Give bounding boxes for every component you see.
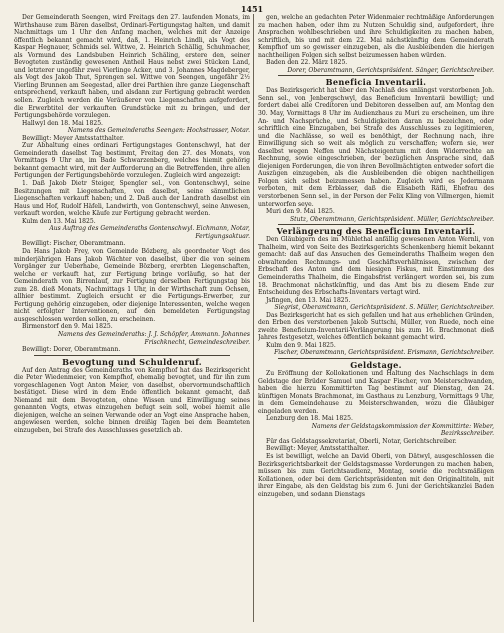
notice-paragraph: Kulm den 13. Mai 1825. — [22, 217, 96, 225]
right-column — [258, 14, 494, 626]
notice-paragraph: Bewilligt: Meyer Amtsstatthalter. — [22, 134, 124, 142]
notice-paragraph: Zu Eröffnung der Kollokationen und Haltung des Nachschlags in dem Geldstage der Brüder Samuel und Kaspar Fischer, von Meisterschwanden, haben die hierzu Kommittirten Tag bestimmt auf Dienstag, den 24. künftigen Monats Brachmonat, im Gasthaus zu Lenzburg, Vormittags 9 Uhr, in dem Gemeindehause zu Meisterschwanden, wozu die Gläubiger eingeladen werden. — [258, 369, 494, 415]
notice-paragraph: Jsfingen, den 13. Mai 1825. — [266, 296, 351, 304]
notice-paragraph: Bewilligt: Meyer, Amtsstatthalter. — [266, 445, 370, 453]
signature-line: Namens des Gemeinderaths: J. J. Schöpfer, Ammann. Johannes Frischknecht, Gemeindeschreiber. — [57, 330, 250, 346]
notice-paragraph: gen, welche an gedachten Peter Widenmaier rechtmäßige Anforderungen zu machen haben, oder ihm zu Nutzen Schuldig sind, aufgefordert, ihre Ansprachen wohlbeschrieben und ihre Schuldigkeiten zu machen haben, schriftlich, bis und mit dem 22. Mai nächstkünftig dem Gemeinderath Kempfhof um so gewisser einzugeben, als die Ausbleibenden die hierigen nachtheiligen Folgen sich selbst beizumessen haben würden. — [258, 14, 494, 59]
section-heading: Bevogtung und Schuldenruf. — [62, 356, 202, 367]
notice-paragraph: Bewilligt: Fischer, Oberamtmann. — [22, 240, 126, 248]
notice-paragraph: Kulm den 9. Mai 1825. — [266, 341, 336, 349]
section-rule — [34, 355, 230, 356]
notice-paragraph: Hallwyl den 18. Mai 1825. — [22, 119, 103, 127]
column-divider — [253, 14, 254, 622]
left-column — [14, 14, 250, 626]
signature-line: Dorer, Oberamtmann, Gerichtspräsident. Sänger, Gerichtschreiber. — [287, 66, 494, 74]
page-number: 1451 — [240, 4, 264, 14]
notice-paragraph: Lenzburg den 18. Mai 1825. — [266, 415, 353, 423]
notice-paragraph: Das Bezirksgericht hat es sich gefallen und hat aus erheblichen Gründen, den Erben des verstorbenen Jakob Suttschi, Müller, von Ruede, noch eine zweite Beneficium-Inventarii-Verlängerung bis zum 16. Brachmonat dieß Jahres festgesetzt, welches öffentlich bekannt gemacht wird. — [258, 311, 494, 342]
notice-paragraph: Für das Geldstagssekretariat, Oberli, Notar, Gerichtschreiber. — [266, 437, 457, 445]
notice-paragraph: Bewilligt: Dorer, Oberamtmann. — [22, 346, 121, 354]
notice-paragraph: 1. Daß Jakob Dietr Steiger, Spengler sel., von Gontenschwyl, seine Besitzungen mit Liegenschaften, von daselbst, seine sämmtlichen Liegenschaften verkauft haben; und 2. Daß auch der Landrath daselbst ein Haus und Hof, Rudolf Häfeli, Landwirth, von Gontenschwyl, seine Anwesen, verkauft worden, welche Käufe zur Fertigung gebracht werden. — [14, 180, 250, 218]
notice-paragraph: Baden den 22. März 1825. — [266, 59, 348, 67]
signature-line: Stutz, Oberamtmann, Gerichtspräsident. Müller, Gerichtschreiber. — [290, 215, 494, 223]
signature-line: Fischer, Oberamtmann, Gerichtspräsident. Erismann, Gerichtschreiber. — [274, 349, 494, 357]
section-heading: Verlängerung des Beneficium Inventarii. — [276, 226, 476, 237]
signature-line: Namens des Gemeinderaths Seengen: Hochstrasser, Notar. — [67, 127, 250, 135]
section-rule — [278, 358, 474, 359]
notice-paragraph: Der Gemeinderath Seengen, wird Freitags den 27. laufenden Monats, im Wirthshause zum Bären daselbst, Ordinari-Fertigungstag halten, und damit Nachmittags um 1 Uhr den Anfang machen, welches mit der Anzeige öffentlich bekannt gemacht wird, daß, 1. Heinrich Lindli, als Vogt des Kaspar Hegnauer, Schmids sel. Wittwe, 2. Heinrich Schällig, Schuhmacher, als Vormund des Landsbuben Heinrich Schäling, erstere den, seiner Bevogteten zuständig gewesenen Antheil Haus nebst zwei Stücken Land, und letzterer ungefähr zwei Vierlinge Acker, und 3. Johannes Magdeberger, als Vogt des Jakob Thut, Sprengen sel. Wittwe von Seengen, ungefähr 2½ Vierling Brunnen am Seegestad, aller drei Parthien ihre ganze Liegenschaft entsprechend, verkauft haben, und alsdann zur Fertigung gebracht werden sollen. Zugleich werden die Veräußerer von Liegenschaften aufgefordert, die Erwerbtitel der verkauften Grundstücke mit zu bringen, und der Fertigungsbehörde vorzulegen. — [14, 14, 250, 120]
notice-paragraph: Zur Abhaltung eines ordinari Fertigungstages Gontenschwyl, hat der Gemeinderath daselbst Tag bestimmt, Freitag den 27. des Monats, von Vormittags 9 Uhr an, im Bade Schwarzenberg, welches hiemit gehörig bekannt gemacht wird, mit der Aufforderung an die Betreffenden, ihre allen Fertigungen der Fertigungsbehörde vorzulegen. Zugleich wird angezeigt: — [14, 142, 250, 180]
signature-line: Aus Auftrag des Gemeinderaths Gontenschwyl. Eichmann, Notar, Fertigungsaktuar. — [49, 225, 250, 240]
signature-line: Namens der Geldstagskommission der Kommittirte: Weber, Bezirksschreiber. — [311, 422, 494, 438]
notice-paragraph: Auf den Antrag des Gemeinderaths von Kempfhof hat das Bezirksgericht die Peter Wiedenmeier, von Kempfhof, ehemalig bevogtet, und für ihn zum vorgeschlagenen Vogt Anton Meier, von daselbst, obervormundschaftlich bestätiget. Diese wird in dem Ende öffentlich bekannt gemacht, daß Niemand mit dem Bevogteten, ohne Wissen und Einwilligung seines genannten Vogts, etwas einzugehen befugt sein soll, wobei hiemit alle diejenigen, welche an seinen Verwande oder an Vogt eine Ansprache haben, angewiesen werden, solche binnen dreißig Tagen bei dem Beamteten einzugeben, bei Strafe des Ausschlusses gesetzlich ab. — [14, 366, 250, 434]
notice-paragraph: Da Hans Jakob Frey, von Gemeinde Bözberg, als geordneter Vogt des minderjährigen Hans Jakob Wächter von daselbst, über die von seinem Vorgänger zur Ueberhabe, Gemeinde Bözberg, ererbten Liegenschaften, welche er verkauft hat, zur Fertigung bringe vorläufig, so hat der Gemeinderath von Birrenlauf, zur Fertigung derselben Fertigungstag bis zum 28. dieß Monats, Nachmittags 1 Uhr, in der Wirthschaft zum Ochsen, allhier bestimmt. Zugleich ersucht er die Fertigungs-Erwerber, zur Fertigung gehörig einzugeben, oder diejenige Interessenten, welche wegen nicht erfolgter Interventionen, auf den bemeldeten Fertigungstag ausgeschlossen werden sollen, zu erscheinen. — [14, 247, 250, 323]
section-rule — [278, 224, 474, 225]
section-rule — [278, 75, 474, 76]
notice-paragraph: Es ist bewilligt, welche an David Oberli, von Dätwyl, ausgeschlossen die Bezirksgerichtsbarkeit der Geldstagsmasse Vorderungen zu machen haben, müssen bis zum Gerichtsaudienz, Montag, sowie die rechtsmäßigen Kollationen, oder bei dem Gerichtspräsidenten mit den Originaltiteln, mit ihrer Eingabe, als den Geldstag bis zum 6. Juni der Gerichtskanzlei Baden einzugeben, und sodann Dienstags — [258, 452, 494, 498]
section-heading: Beneficia Inventarii. — [325, 77, 427, 88]
signature-line: Siegrist, Oberamtmann, Gerichtspräsident. S. Müller, Gerichtschreiber. — [274, 304, 494, 312]
section-heading: Geldstage. — [350, 359, 402, 370]
notice-paragraph: Birmenstorf den 9. Mai 1825. — [22, 323, 113, 331]
notice-paragraph: Muri den 9. Mai 1825. — [266, 208, 335, 216]
notice-paragraph: Das Bezirksgericht hat über den Nachlaß des unlängst verstorbenen Joh. Senn sel., von Jenbergschwyl, das Beneficium Inventarii bewilligt; und fordert dabei alle Creditoren und Debitoren desselben auf, am Montag den 30. May, Vormittags 8 Uhr im Audienzhaus zu Muri zu erscheinen, um ihre An- und Nachsprüche, und Schuldigkeiten daran zu bezeichnen, oder schriftlich eine Einzugaben, bei Strafe des Ausschlusses zu legitimieren, und die Nachlässe, so weil es benöthigt, der Rechnung nach, ihre Einwilligung sich so weit als möglich zu verschaffen; wofern sie, wer daselbst wegen Neffen und Nächsteigentum mit dem Widerrechte an Rechnung, sowie eingeschrieben, der bezüglichen Ansprache sind, daß diejenigen Forderungen, die von ihren Bevollmächtigten entweder sofort die Auszügen einzugeben, als die Ausbleibenden die obigen nachtheiligen Folgen sich selbst beizumessen haben. Zugleich wird es Jedermann verboten, mit dem Erblasser, daß die Elisabeth Räfli, Ehefrau des verstorbenen Senn sel., in der Person der Felix Kling von Villmergen, hiemit unterworfen seye. — [258, 87, 494, 208]
notice-paragraph: Den Gläubigern des im Mühlethal anfällig gewesenen Anton Wernli, von Thalheim, wird von Seite des Bezirksgerichts Schenkenberg hiemit bekannt gemacht: daß auf das Ansuchen des Gemeinderaths Thalheim wegen den obwaltenden Rechnungs- und Geschäftsverhältnissen, zwischen der Erbschaft des Anton und dem hiesigen Fiskus, mit Einstimmung des Gemeinderaths Thalheim, die Eingabsfrist verlängert worden sei, bis zum 18. Brachmonat nächstkünftig, und das Amt bis zu diesem Ende zur Entscheidung des Erbschafts-Inventars vertagt wird. — [258, 236, 494, 297]
